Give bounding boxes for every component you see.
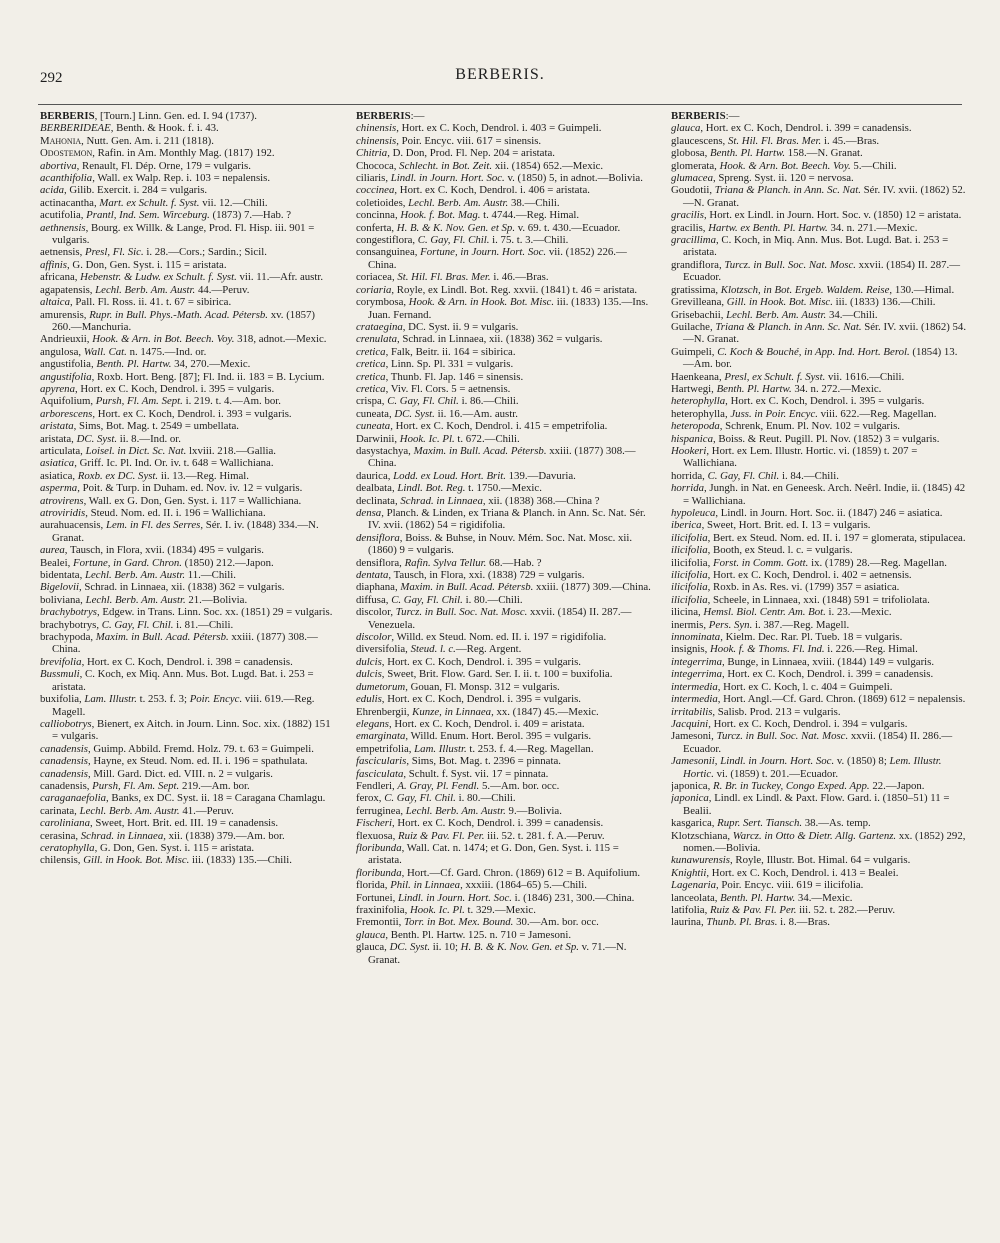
index-entry: inermis, Pers. Syn. i. 387.—Reg. Magell. [671,618,850,631]
index-entry: horrida, C. Gay, Fl. Chil. i. 84.—Chili. [671,469,839,482]
index-entry: Klotzschiana, Warcz. in Otto & Dietr. Allg. Gartenz. xx. (1852) 292, nomen.—Bolivia. [671,829,966,854]
index-entry: bidentata, Lechl. Berb. Am. Austr. 11.—Chili. [40,569,236,582]
index-entry: acida, Gilib. Exercit. i. 284 = vulgaris. [40,184,208,197]
index-entry: kasgarica, Rupr. Sert. Tiansch. 38.—As. temp. [671,817,871,830]
index-entry: Bealei, Fortune, in Gard. Chron. (1850) 212.—Japon. [40,556,274,569]
index-entry: dealbata, Lindl. Bot. Reg. t. 1750.—Mexic. [356,482,542,495]
index-entry: Chococa, Schlecht. in Bot. Zeit. xii. (1854) 652.—Mexic. [356,159,604,172]
index-entry: glauca, Hort. ex C. Koch, Dendrol. i. 399 = canadensis. [671,122,912,135]
index-entry: chinensis, Hort. ex C. Koch, Dendrol. i. 403 = Guimpeli. [356,122,602,135]
index-entry: Ehrenbergii, Kunze, in Linnaea, xx. (1847) 45.—Mexic. [356,705,599,718]
index-entry: heterophylla, Juss. in Poir. Encyc. viii. 622.—Reg. Magellan. [671,407,937,420]
index-entry: actinacantha, Mart. ex Schult. f. Syst. vii. 12.—Chili. [40,196,268,209]
index-entry: coccinea, Hort. ex C. Koch, Dendrol. i. 406 = aristata. [356,184,590,197]
index-entry: fraxinifolia, Hook. Ic. Pl. t. 329.—Mexic. [356,904,536,916]
index-entry: brachybotrys, C. Gay, Fl. Chil. i. 81.—Chili. [40,618,234,631]
index-entry: glauca, DC. Syst. ii. 10; H. B. & K. Nov. Gen. et Sp. v. 71.—N. Granat. [356,941,627,966]
index-entry: floribunda, Wall. Cat. n. 1474; et G. Don, Gen. Syst. i. 115 = aristata. [356,841,619,867]
index-entry: carinata, Lechl. Berb. Am. Austr. 41.—Peruv. [40,804,234,817]
index-entry: angustifolia, Benth. Pl. Hartw. 34, 270.—Mexic. [40,358,251,371]
index-entry: latifolia, Ruiz & Pav. Fl. Per. iii. 52. t. 282.—Peruv. [671,904,896,916]
index-entry: atroviridis, Steud. Nom. ed. II. i. 196 = Wallichiana. [40,507,266,519]
index-entry: glomerata, Hook. & Arn. Bot. Beech. Voy. 5.—Chili. [671,159,897,172]
header-rule [38,104,962,105]
index-entry: integerrima, Hort. ex C. Koch, Dendrol. i. 399 = canadensis. [671,668,934,681]
index-entry: cretica, Falk, Beitr. ii. 164 = sibirica. [356,345,516,358]
index-entry: aethnensis, Bourg. ex Willk. & Lange, Prod. Fl. Hisp. iii. 901 = vulgaris. [40,221,315,247]
index-entry: Aquifolium, Pursh, Fl. Am. Sept. i. 219. t. 4.—Am. bor. [40,395,281,408]
index-entry: Jamesoni, Turcz. in Bull. Soc. Nat. Mosc. xxvii. (1854) II. 286.—Ecuador. [671,730,953,755]
index-entry: agapatensis, Lechl. Berb. Am. Austr. 44.—Peruv. [40,283,250,296]
index-entry: discolor, Turcz. in Bull. Soc. Nat. Mosc. xxvii. (1854) II. 287.—Venezuela. [356,606,632,631]
index-entry: ilicifolia, Hort. ex C. Koch, Dendrol. i. 402 = aetnensis. [671,569,912,582]
index-entry: asperma, Poit. & Turp. in Duham. ed. Nov. iv. 12 = vulgaris. [40,482,303,495]
index-entry: diaphana, Maxim. in Bull. Acad. Pétersb. xxiii. (1877) 309.—China. [356,581,651,594]
index-entry: japonica, Lindl. ex Lindl. & Paxt. Flow. Gard. i. (1850–51) 11 = Bealii. [671,792,950,817]
index-entry: aristata, Sims, Bot. Mag. t. 2549 = umbellata. [40,420,239,433]
index-entry: Knightii, Hort. ex C. Koch, Dendrol. i. 413 = Bealei. [671,866,899,879]
index-entry: dasystachya, Maxim. in Bull. Acad. Pétersb. xxiii. (1877) 308.—China. [356,444,636,470]
index-entry: irritabilis, Salisb. Prod. 213 = vulgaris. [671,705,841,718]
index-entry: coriacea, St. Hil. Fl. Bras. Mer. i. 46.—Bras. [356,271,549,284]
index-entry: daurica, Lodd. ex Loud. Hort. Brit. 139.—Davuria. [356,469,576,482]
index-entry: Mahonia, Nutt. Gen. Am. i. 211 (1818). [40,134,214,147]
index-entry: heterophylla, Hort. ex C. Koch, Dendrol. i. 395 = vulgaris. [671,395,925,408]
index-entry: Jacquini, Hort. ex C. Koch, Dendrol. i. 394 = vulgaris. [671,717,908,730]
column-2 [356,110,651,1230]
index-entry: hypoleuca, Lindl. in Journ. Hort. Soc. ii. (1847) 246 = asiatica. [671,507,943,519]
index-entry: Andrieuxii, Hook. & Arn. in Bot. Beech. Voy. 318, adnot.—Mexic. [40,333,327,346]
index-entry: crenulata, Schrad. in Linnaea, xii. (1838) 362 = vulgaris. [356,333,603,346]
index-entry: crataegina, DC. Syst. ii. 9 = vulgaris. [356,320,519,333]
index-entry: atrovirens, Wall. ex G. Don, Gen. Syst. i. 117 = Wallichiana. [40,494,302,507]
index-entry: angulosa, Wall. Cat. n. 1475.—Ind. or. [40,345,207,358]
index-entry: Bussmuli, C. Koch, ex Miq. Ann. Mus. Bot. Lugd. Bat. i. 253 = aristata. [40,668,314,693]
index-entry: asiatica, Griff. Ic. Pl. Ind. Or. iv. t. 648 = Wallichiana. [40,457,274,470]
index-entry: intermedia, Hort. Angl.—Cf. Gard. Chron. (1869) 612 = nepalensis. [671,693,966,706]
index-entry: floribunda, Hort.—Cf. Gard. Chron. (1869) 612 = B. Aquifolium. [356,866,641,879]
index-entry: Goudotii, Triana & Planch. in Ann. Sc. Nat. Sér. IV. xvii. (1862) 52.—N. Granat. [671,184,966,209]
index-entry: brachypoda, Maxim. in Bull. Acad. Pétersb. xxiii. (1877) 308.—China. [40,631,318,656]
index-entry: Odostemon, Rafin. in Am. Monthly Mag. (1817) 192. [40,147,275,160]
index-entry: intermedia, Hort. ex C. Koch, l. c. 404 = Guimpeli. [671,680,893,693]
index-entry: ferruginea, Lechl. Berb. Am. Austr. 9.—Bolivia. [356,804,562,817]
index-entry: caroliniana, Sweet, Hort. Brit. ed. III. 19 = canadensis. [40,817,279,830]
index-entry: dulcis, Hort. ex C. Koch, Dendrol. i. 395 = vulgaris. [356,655,582,668]
index-entry: Fortunei, Lindl. in Journ. Hort. Soc. i. (1846) 231, 300.—China. [356,891,635,904]
index-entry: BERBERIDEAE, Benth. & Hook. f. i. 43. [40,122,219,135]
index-entry: caraganaefolia, Banks, ex DC. Syst. ii. 18 = Caragana Chamlagu. [40,792,326,805]
index-entry: ilicifolia, Roxb. in As. Res. vi. (1799) 357 = asiatica. [671,581,900,594]
index-entry: hispanica, Boiss. & Reut. Pugill. Pl. Nov. (1852) 3 = vulgaris. [671,432,940,445]
index-entry: cretica, Viv. Fl. Cors. 5 = aetnensis. [356,382,511,395]
page-number: 292 [40,70,63,86]
index-entry: canadensis, Mill. Gard. Dict. ed. VIII. n. 2 = vulgaris. [40,767,273,780]
index-entry: canadensis, Pursh, Fl. Am. Sept. 219.—Am. bor. [40,779,250,792]
index-entry: crispa, C. Gay, Fl. Chil. i. 86.—Chili. [356,395,519,408]
index-entry: iberica, Sweet, Hort. Brit. ed. I. 13 = vulgaris. [671,519,871,532]
index-entry: aristata, DC. Syst. ii. 8.—Ind. or. [40,432,181,445]
index-entry: discolor, Willd. ex Steud. Nom. ed. II. i. 197 = rigidifolia. [356,631,607,644]
index-entry: heteropoda, Schrenk, Enum. Pl. Nov. 102 = vulgaris. [671,420,901,433]
index-entry: Fendleri, A. Gray, Pl. Fendl. 5.—Am. bor. occ. [356,779,560,792]
index-entry: brevifolia, Hort. ex C. Koch, Dendrol. i. 398 = canadensis. [40,655,293,668]
index-entry: ferox, C. Gay, Fl. Chil. i. 80.—Chili. [356,792,516,805]
index-entry: gracillima, C. Koch, in Miq. Ann. Mus. Bot. Lugd. Bat. i. 253 = aristata. [671,234,949,259]
index-entry: Grevilleana, Gill. in Hook. Bot. Misc. iii. (1833) 136.—Chili. [671,296,936,309]
index-entry: aurahuacensis, Lem. in Fl. des Serres, Sér. I. iv. (1848) 334.—N. Granat. [40,519,319,544]
index-entry: fasciculata, Schult. f. Syst. vii. 17 = pinnata. [356,767,549,780]
index-entry: Haenkeana, Presl, ex Schult. f. Syst. vii. 1616.—Chili. [671,370,905,383]
index-entry: aurea, Tausch, in Flora, xvii. (1834) 495 = vulgaris. [40,544,264,557]
index-entry: densa, Planch. & Linden, ex Triana & Planch. in Ann. Sc. Nat. Sér. IV. xvii. (1862) 54 = rigidifolia. [356,507,646,532]
index-entry: Chitria, D. Don, Prod. Fl. Nep. 204 = aristata. [356,147,555,160]
index-entry: calliobotrys, Bienert, ex Aitch. in Journ. Linn. Soc. xix. (1882) 151 = vulgaris. [40,717,331,743]
index-entry: cretica, Thunb. Fl. Jap. 146 = sinensis. [356,370,524,383]
index-entry: japonica, R. Br. in Tuckey, Congo Exped. App. 22.—Japon. [671,779,925,792]
index-entry: africana, Hebenstr. & Ludw. ex Schult. f. Syst. vii. 11.—Afr. austr. [40,271,324,284]
index-entry: ilicina, Hemsl. Biol. Centr. Am. Bot. i. 23.—Mexic. [671,606,892,619]
index-entry: aetnensis, Presl, Fl. Sic. i. 28.—Cors.; Sardin.; Sicil. [40,246,267,259]
index-entry: dentata, Tausch, in Flora, xxi. (1838) 729 = vulgaris. [356,569,585,582]
index-entry: ilicifolia, Forst. in Comm. Gott. ix. (1789) 28.—Reg. Magellan. [671,556,947,569]
index-entry: glaucescens, St. Hil. Fl. Bras. Mer. i. 45.—Bras. [671,134,880,147]
index-entry: edulis, Hort. ex C. Koch, Dendrol. i. 395 = vulgaris. [356,693,582,706]
index-entry: densiflora, Rafin. Sylva Tellur. 68.—Hab. ? [356,556,542,569]
index-entry: boliviana, Lechl. Berb. Am. Austr. 21.—Bolivia. [40,593,248,606]
index-entry: acanthifolia, Wall. ex Walp. Rep. i. 103 = nepalensis. [40,172,271,185]
index-entry: arborescens, Hort. ex C. Koch, Dendrol. i. 393 = vulgaris. [40,407,292,420]
index-entry: Hookeri, Hort. ex Lem. Illustr. Hortic. vi. (1859) t. 207 = Wallichiana. [671,444,918,470]
index-entry: Fremontii, Torr. in Bot. Mex. Bound. 30.—Am. bor. occ. [356,916,599,929]
column-3 [671,110,966,1230]
index-entry: chilensis, Gill. in Hook. Bot. Misc. iii. (1833) 135.—Chili. [40,854,292,867]
index-entry: affinis, G. Don, Gen. Syst. i. 115 = aristata. [40,258,227,271]
index-entry: integerrima, Bunge, in Linnaea, xviii. (1844) 149 = vulgaris. [671,655,935,668]
index-entry: diffusa, C. Gay, Fl. Chil. i. 80.—Chili. [356,593,523,606]
index-entry: BERBERIS, [Tourn.] Linn. Gen. ed. I. 94 (1737). [40,110,257,122]
index-entry: Guimpeli, C. Koch & Bouché, in App. Ind. Hort. Berol. (1854) 13.—Am. bor. [671,345,958,371]
index-entry: coriaria, Royle, ex Lindl. Bot. Reg. xxvii. (1841) t. 46 = aristata. [356,283,638,296]
index-entry: dulcis, Sweet, Brit. Flow. Gard. Ser. I. ii. t. 100 = buxifolia. [356,668,613,681]
index-entry: glauca, Benth. Pl. Hartw. 125. n. 710 = Jamesoni. [356,928,572,941]
index-entry: amurensis, Rupr. in Bull. Phys.-Math. Acad. Pétersb. xv. (1857) 260.—Manchuria. [40,308,315,333]
index-entry: fascicularis, Sims, Bot. Mag. t. 2396 = pinnata. [356,755,561,768]
index-entry: horrida, Jungh. in Nat. en Geneesk. Arch. Neêrl. Indie, ii. (1845) 42 = Wallichiana. [671,482,966,507]
index-entry: congestiflora, C. Gay, Fl. Chil. i. 75. t. 3.—Chili. [356,234,569,247]
index-entry: conferta, H. B. & K. Nov. Gen. et Sp. v. 69. t. 430.—Ecuador. [356,221,621,234]
index-entry: acutifolia, Prantl, Ind. Sem. Wirceburg. (1873) 7.—Hab. ? [40,209,292,222]
index-entry: insignis, Hook. f. & Thoms. Fl. Ind. i. 226.—Reg. Himal. [671,643,918,656]
index-entry: declinata, Schrad. in Linnaea, xii. (1838) 368.—China ? [356,494,600,507]
index-entry: Lagenaria, Poir. Encyc. viii. 619 = ilicifolia. [671,879,864,892]
index-entry: coletioides, Lechl. Berb. Am. Austr. 38.—Chili. [356,196,560,209]
index-entry: abortiva, Renault, Fl. Dép. Orne, 179 = vulgaris. [40,159,251,172]
running-head: BERBERIS. [455,66,545,83]
index-entry: Bigelovii, Schrad. in Linnaea, xii. (1838) 362 = vulgaris. [40,581,285,594]
index-entry: ceratophylla, G. Don, Gen. Syst. i. 115 = aristata. [40,841,255,854]
index-entry: globosa, Benth. Pl. Hartw. 158.—N. Granat. [671,147,863,160]
index-entry: laurina, Thunb. Pl. Bras. i. 8.—Bras. [671,916,830,929]
index-entry: buxifolia, Lam. Illustr. t. 253. f. 3; Poir. Encyc. viii. 619.—Reg. Magell. [40,693,315,718]
index-entry: kunawurensis, Royle, Illustr. Bot. Himal. 64 = vulgaris. [671,854,911,867]
index-entry: emarginata, Willd. Enum. Hort. Berol. 395 = vulgaris. [356,730,592,743]
column-1 [40,110,335,1230]
index-entry: cerasina, Schrad. in Linnaea, xii. (1838) 379.—Am. bor. [40,829,285,842]
index-entry: cuneata, DC. Syst. ii. 16.—Am. austr. [356,407,518,420]
index-entry: gracilis, Hartw. ex Benth. Pl. Hartw. 34. n. 271.—Mexic. [671,221,918,234]
index-entry: Grisebachii, Lechl. Berb. Am. Austr. 34.—Chili. [671,308,878,321]
index-entry: altaica, Pall. Fl. Ross. ii. 41. t. 67 = sibirica. [40,296,232,309]
index-entry: dumetorum, Gouan, Fl. Monsp. 312 = vulgaris. [356,680,560,693]
index-entry: Jamesonii, Lindl. in Journ. Hort. Soc. v. (1850) 8; Lem. Illustr. Hortic. vi. (1859) t. 201.—Ecuador. [671,755,942,780]
index-entry: chinensis, Poir. Encyc. viii. 617 = sinensis. [356,134,542,147]
index-entry: diversifolia, Steud. l. c.—Reg. Argent. [356,643,522,656]
index-entry: innominata, Kielm. Dec. Rar. Pl. Tueb. 18 = vulgaris. [671,631,903,644]
index-entry: angustifolia, Roxb. Hort. Beng. [87]; Fl. Ind. ii. 183 = B. Lycium. [40,370,325,383]
index-entry: consanguinea, Fortune, in Journ. Hort. Soc. vii. (1852) 226.—China. [356,246,627,271]
index-entry: florida, Phil. in Linnaea, xxxiii. (1864–65) 5.—Chili. [356,879,587,892]
index-entry: ilicifolia, Bert. ex Steud. Nom. ed. II. i. 197 = glomerata, stipulacea. [671,531,966,544]
index-entry: ciliaris, Lindl. in Journ. Hort. Soc. v. (1850) 5, in adnot.—Bolivia. [356,172,643,185]
index-entry: articulata, Loisel. in Dict. Sc. Nat. lxviii. 218.—Gallia. [40,444,277,457]
index-entry: cuneata, Hort. ex C. Koch, Dendrol. i. 415 = empetrifolia. [356,420,608,433]
index-entry: gratissima, Klotzsch, in Bot. Ergeb. Waldem. Reise, 130.—Himal. [671,283,955,296]
index-entry: Darwinii, Hook. Ic. Pl. t. 672.—Chili. [356,432,520,445]
index-entry: asiatica, Roxb. ex DC. Syst. ii. 13.—Reg. Himal. [40,469,250,482]
index-entry: brachybotrys, Edgew. in Trans. Linn. Soc. xx. (1851) 29 = vulgaris. [40,606,333,619]
index-entry: Hartwegi, Benth. Pl. Hartw. 34. n. 272.—Mexic. [671,382,882,395]
index-entry: BERBERIS:— [356,110,425,122]
index-entry: apyrena, Hort. ex C. Koch, Dendrol. i. 395 = vulgaris. [40,382,275,395]
index-entry: glumacea, Spreng. Syst. ii. 120 = nervosa. [671,172,854,185]
index-entry: elegans, Hort. ex C. Koch, Dendrol. i. 409 = aristata. [356,717,585,730]
index-entry: lanceolata, Benth. Pl. Hartw. 34.—Mexic. [671,891,853,904]
index-entry: ilicifolia, Booth, ex Steud. l. c. = vulgaris. [671,544,853,557]
index-entry: Fischeri, Hort. ex C. Koch, Dendrol. i. 399 = canadensis. [356,817,604,830]
index-entry: canadensis, Hayne, ex Steud. Nom. ed. II. i. 196 = spathulata. [40,755,308,768]
index-entry: BERBERIS:— [671,110,740,122]
index-entry: Guilache, Triana & Planch. in Ann. Sc. Nat. Sér. IV. xvii. (1862) 54.—N. Granat. [671,320,966,346]
index-entry: grandiflora, Turcz. in Bull. Soc. Nat. Mosc. xxvii. (1854) II. 287.—Ecuador. [671,258,960,284]
index-entry: gracilis, Hort. ex Lindl. in Journ. Hort. Soc. v. (1850) 12 = aristata. [671,209,962,222]
index-entry: ilicifolia, Scheele, in Linnaea, xxi. (1848) 591 = trifoliolata. [671,593,930,606]
index-entry: densiflora, Boiss. & Buhse, in Nouv. Mém. Soc. Nat. Mosc. xii. (1860) 9 = vulgaris. [356,531,633,557]
index-entry: empetrifolia, Lam. Illustr. t. 253. f. 4.—Reg. Magellan. [356,742,594,755]
index-entry: concinna, Hook. f. Bot. Mag. t. 4744.—Reg. Himal. [356,209,580,222]
index-entry: flexuosa, Ruiz & Pav. Fl. Per. iii. 52. t. 281. f. A.—Peruv. [356,829,605,842]
index-entry: cretica, Linn. Sp. Pl. 331 = vulgaris. [356,358,514,371]
index-entry: canadensis, Guimp. Abbild. Fremd. Holz. 79. t. 63 = Guimpeli. [40,742,314,755]
index-entry: corymbosa, Hook. & Arn. in Hook. Bot. Misc. iii. (1833) 135.—Ins. Juan. Fernand. [356,296,649,321]
